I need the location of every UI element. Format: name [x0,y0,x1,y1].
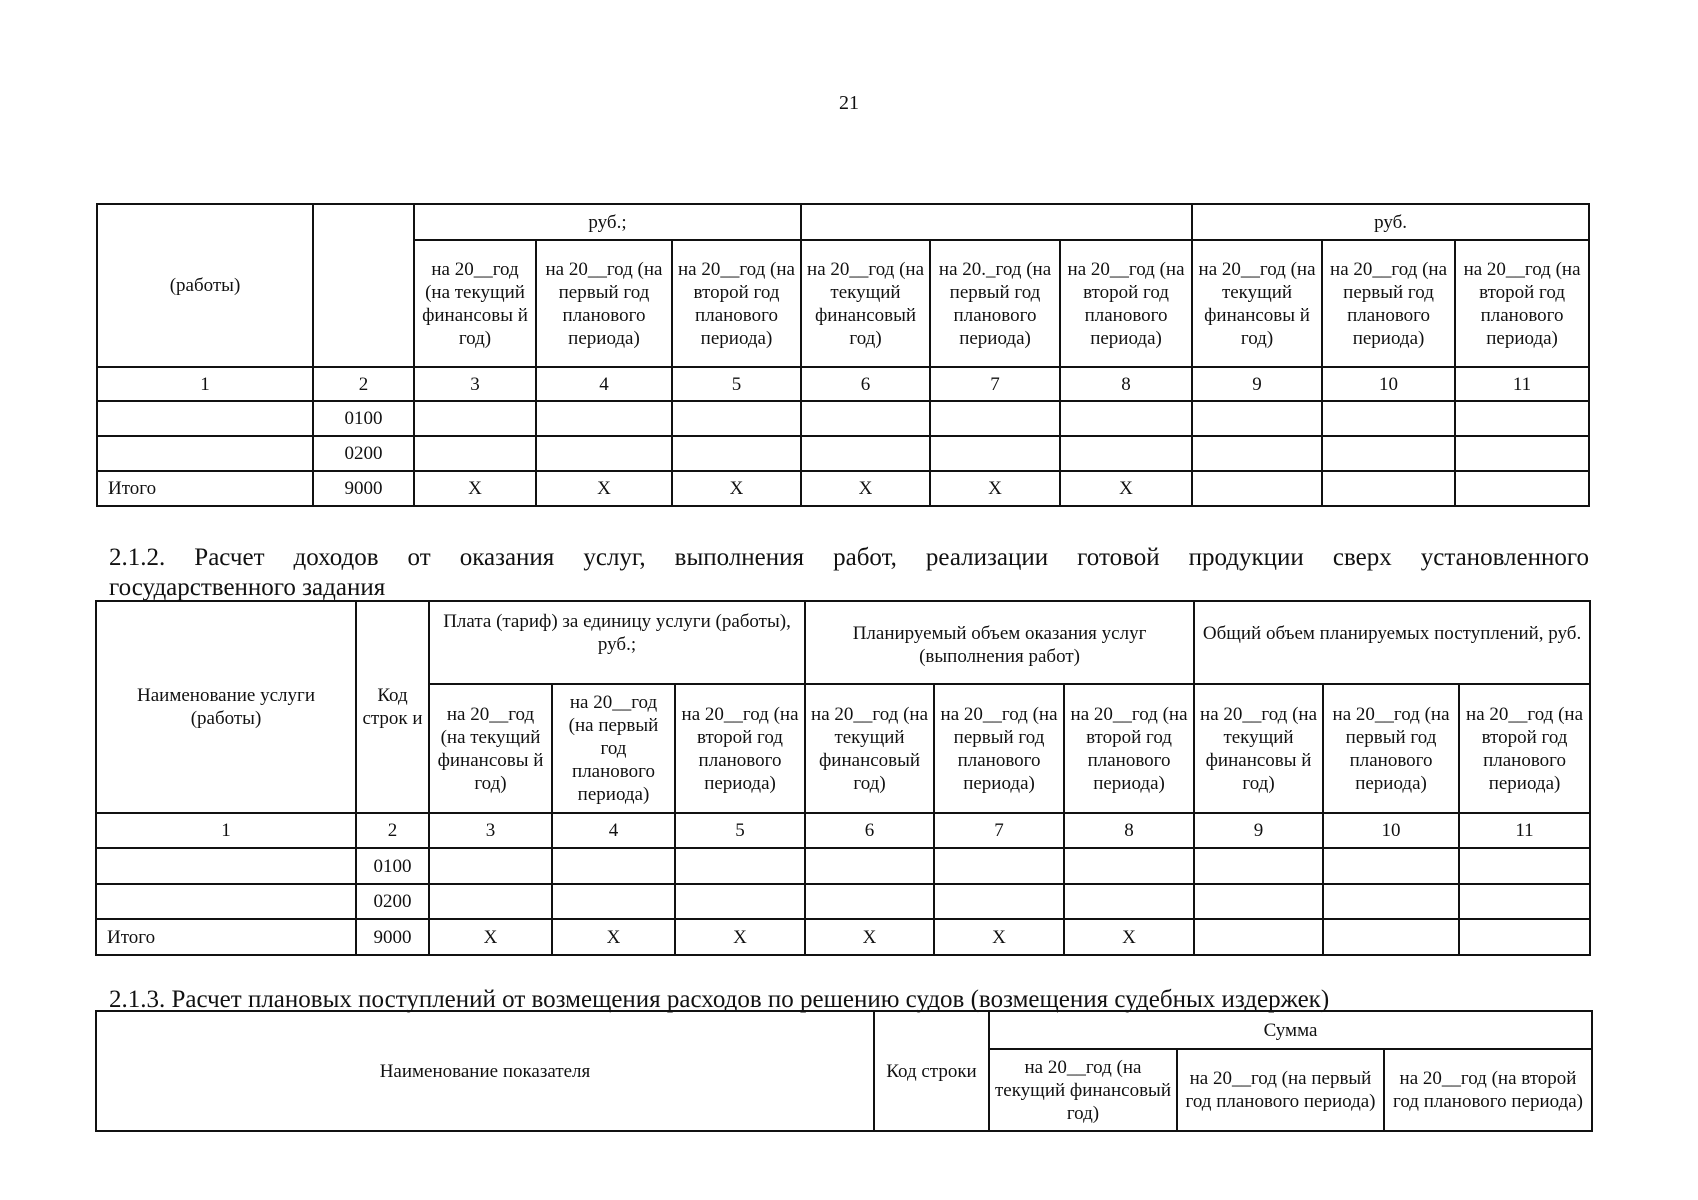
data-cell[interactable] [1060,436,1192,471]
section-212-heading-line2: государственного задания [109,574,386,601]
data-cell[interactable] [1322,401,1455,436]
data-cell: X [429,919,552,955]
subheader-cell: на 20__год (на текущий финансовы й год) [414,240,536,367]
subheader-cell: на 20__год (на текущий финансовый год) [805,684,934,813]
data-cell: X [672,471,801,506]
data-cell[interactable] [1459,848,1590,884]
column-number: 6 [805,813,934,848]
subheader-cell: на 20__год (на текущий финансовый год) [801,240,930,367]
data-cell[interactable] [1323,884,1459,919]
data-cell: X [536,471,672,506]
data-cell: X [552,919,675,955]
data-cell[interactable] [801,401,930,436]
subheader-cell: на 20__год (на первый год планового периода) [934,684,1064,813]
header-volume-group [801,204,1192,240]
column-number: 4 [536,367,672,401]
court-reimbursement-table [95,1010,1593,1132]
data-cell[interactable] [536,401,672,436]
column-number: 9 [1194,813,1323,848]
data-cell: X [930,471,1060,506]
data-cell[interactable] [930,401,1060,436]
data-cell[interactable] [672,436,801,471]
subheader-cell: на 20__год (на текущий финансовы й год) [1194,684,1323,813]
data-cell[interactable] [1455,471,1589,506]
subheader-cell: на 20__год (на первый год планового периода) [1177,1049,1384,1131]
data-cell[interactable] [1064,884,1194,919]
data-cell[interactable] [1322,471,1455,506]
subheader-cell: на 20__год (на второй год планового периода) [1384,1049,1592,1131]
header-price-group: Плата (тариф) за единицу услуги (работы), руб.; [429,601,805,684]
data-cell[interactable] [552,848,675,884]
column-number: 10 [1322,367,1455,401]
data-cell: X [1064,919,1194,955]
table-row [96,848,1590,884]
data-cell[interactable] [934,884,1064,919]
header-row-code [313,204,414,367]
subheader-cell: на 20__год (на второй год планового периода) [1455,240,1589,367]
header-volume-group: Планируемый объем оказания услуг (выполнения работ) [805,601,1194,684]
data-cell: X [1060,471,1192,506]
data-cell[interactable] [536,436,672,471]
subheader-cell: на 20__год (на первый год планового периода) [1322,240,1455,367]
header-service-name: Наименование услуги (работы) [96,601,356,813]
column-number: 11 [1459,813,1590,848]
header-price-group: руб.; [414,204,801,240]
data-cell[interactable] [1323,919,1459,955]
data-cell: X [675,919,805,955]
data-cell[interactable] [1194,884,1323,919]
data-cell[interactable] [805,848,934,884]
header-row-code: Код строк и [356,601,429,813]
column-number: 2 [313,367,414,401]
data-cell[interactable] [930,436,1060,471]
row-code: 0200 [313,436,414,471]
row-name[interactable] [96,848,356,884]
data-cell: X [801,471,930,506]
column-number: 7 [934,813,1064,848]
row-name[interactable] [97,401,313,436]
subheader-cell: на 20__год (на первый год планового периода) [552,684,675,813]
data-cell[interactable] [805,884,934,919]
data-cell[interactable] [1455,436,1589,471]
data-cell[interactable] [675,848,805,884]
row-code: 9000 [356,919,429,955]
data-cell[interactable] [429,848,552,884]
subheader-cell: на 20__год (на первый год планового периода) [1323,684,1459,813]
table-row [97,401,1589,436]
data-cell[interactable] [1323,848,1459,884]
row-code: 9000 [313,471,414,506]
services-income-table [95,600,1591,956]
column-number: 1 [96,813,356,848]
subheader-cell: на 20__год (на второй год планового периода) [1064,684,1194,813]
data-cell[interactable] [1194,919,1323,955]
data-cell[interactable] [672,401,801,436]
subheader-cell: на 20__год (на второй год планового периода) [672,240,801,367]
section-212-heading-line1: 2.1.2. Расчет доходов от оказания услуг, выполнения работ, реализации готовой продукции сверх установленного [109,544,1589,571]
data-cell[interactable] [1455,401,1589,436]
subheader-cell: на 20__год (на второй год планового периода) [675,684,805,813]
column-number: 2 [356,813,429,848]
data-cell[interactable] [675,884,805,919]
row-name[interactable] [96,884,356,919]
data-cell[interactable] [429,884,552,919]
column-number: 5 [675,813,805,848]
row-code: 0100 [313,401,414,436]
section-213-heading: 2.1.3. Расчет плановых поступлений от возмещения расходов по решению судов (возмещения судебных издержек) [109,986,1330,1013]
data-cell[interactable] [1192,436,1322,471]
column-number-row [97,367,1589,401]
data-cell[interactable] [1459,919,1590,955]
header-indicator-name: Наименование показателя [96,1011,874,1131]
data-cell[interactable] [1322,436,1455,471]
header-total-group: руб. [1192,204,1589,240]
data-cell[interactable] [1060,401,1192,436]
data-cell[interactable] [1459,884,1590,919]
header-total-group: Общий объем планируемых поступлений, руб. [1194,601,1590,684]
column-number: 8 [1060,367,1192,401]
subheader-cell: на 20__год (на второй год планового периода) [1060,240,1192,367]
subheader-cell: на 20__год (на текущий финансовы й год) [1192,240,1322,367]
subheader-cell: на 20._год (на первый год планового периода) [930,240,1060,367]
data-cell: X [805,919,934,955]
column-number: 7 [930,367,1060,401]
table-row [96,884,1590,919]
data-cell[interactable] [801,436,930,471]
row-code: 0100 [356,848,429,884]
row-name[interactable] [97,436,313,471]
table-row [97,436,1589,471]
column-number: 11 [1455,367,1589,401]
data-cell[interactable] [1192,401,1322,436]
column-number: 10 [1323,813,1459,848]
total-label: Итого [97,471,313,506]
total-row [97,471,1589,506]
page-number: 21 [839,92,859,114]
subheader-cell: на 20__год (на второй год планового периода) [1459,684,1590,813]
column-number: 4 [552,813,675,848]
row-code: 0200 [356,884,429,919]
column-number: 8 [1064,813,1194,848]
data-cell[interactable] [552,884,675,919]
column-number: 3 [414,367,536,401]
data-cell[interactable] [934,848,1064,884]
data-cell: X [414,471,536,506]
data-cell[interactable] [414,401,536,436]
column-number: 3 [429,813,552,848]
total-row [96,919,1590,955]
total-label: Итого [96,919,356,955]
subheader-cell: на 20__год (на первый год планового периода) [536,240,672,367]
header-sum-group: Сумма [989,1011,1592,1049]
column-number-row [96,813,1590,848]
column-number: 6 [801,367,930,401]
data-cell[interactable] [1192,471,1322,506]
data-cell[interactable] [1064,848,1194,884]
data-cell[interactable] [1194,848,1323,884]
data-cell[interactable] [414,436,536,471]
subheader-cell: на 20__год (на текущий финансовый год) [989,1049,1177,1131]
header-service-name: (работы) [97,204,313,367]
column-number: 5 [672,367,801,401]
column-number: 1 [97,367,313,401]
subheader-cell: на 20__год (на текущий финансовы й год) [429,684,552,813]
data-cell: X [934,919,1064,955]
services-table-continued [96,203,1590,507]
column-number: 9 [1192,367,1322,401]
header-row-code: Код строки [874,1011,989,1131]
